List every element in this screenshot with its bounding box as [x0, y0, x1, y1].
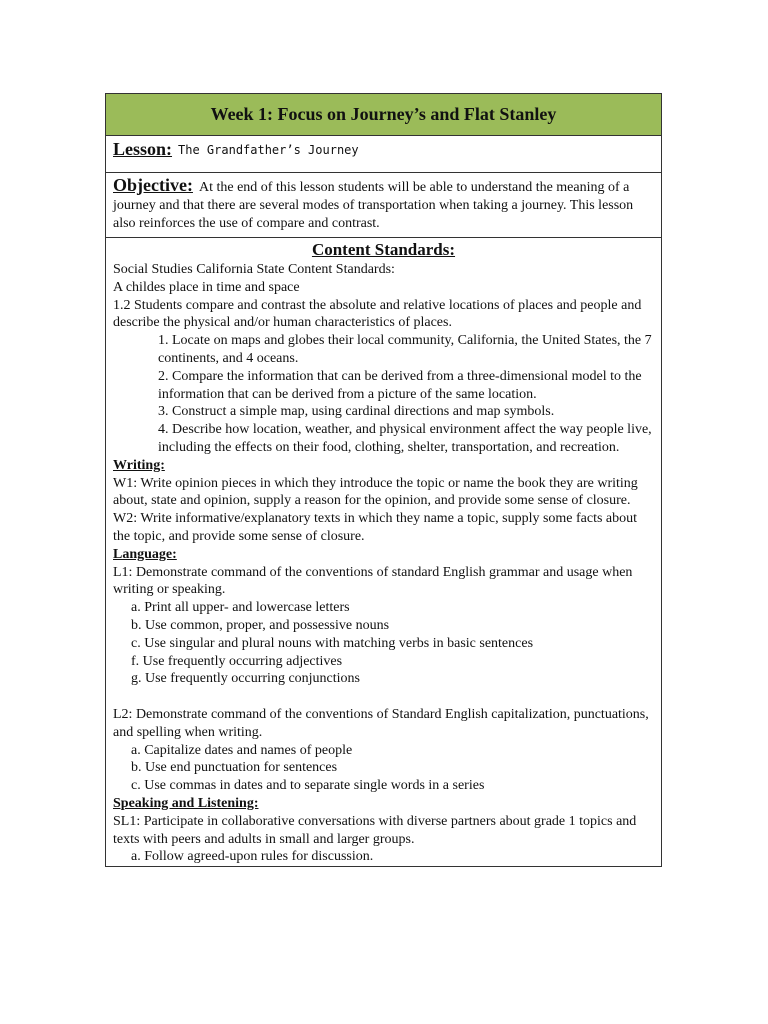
ss-standard-item: 1. Locate on maps and globes their local community, California, the United States, the 7 continents, and 4 oceans.	[158, 333, 652, 366]
language-l1-item: a. Print all upper- and lowercase letters	[131, 600, 350, 616]
language-l1-item: f. Use frequently occurring adjectives	[131, 653, 343, 669]
language-standard-l2: L2: Demonstrate command of the conventions of Standard English capitalization, punctuations, and spelling when writing.	[113, 706, 649, 740]
ss-standard-item: 4. Describe how location, weather, and physical environment affect the way people live, including the effects on their food, clothing, shelter, transportation, and recreation.	[158, 422, 652, 455]
writing-standard: W1: Write opinion pieces in which they introduce the topic or name the book they are writing about, state and opinion, supply a reason for the opinion, and provide some sense of closure.	[113, 475, 638, 509]
intro-line: 1.2 Students compare and contrast the absolute and relative locations of places and people and describe the physical and/or human characteristics of places.	[113, 297, 642, 331]
writing-heading: Writing:	[113, 457, 165, 473]
writing-standard: W2: Write informative/explanatory texts in which they name a topic, supply some facts about the topic, and provide some sense of closure.	[113, 511, 638, 544]
week-title: Week 1: Focus on Journey’s and Flat Stanley	[210, 104, 557, 124]
ss-standard-item: 3. Construct a simple map, using cardinal directions and map symbols.	[158, 404, 555, 420]
spacer	[113, 688, 654, 706]
objective-label: Objective:	[113, 175, 193, 195]
speaking-listening-heading: Speaking and Listening:	[113, 795, 259, 811]
lesson-row	[106, 136, 661, 173]
lesson-plan-table	[105, 93, 662, 867]
intro-line: A childes place in time and space	[113, 279, 300, 295]
week-title-row	[106, 94, 661, 136]
intro-line: Social Studies California State Content Standards:	[113, 262, 395, 277]
speaking-standard-sl1: SL1: Participate in collaborative conversations with diverse partners about grade 1 topics and texts with peers and adults in small and larger groups.	[113, 813, 637, 847]
language-l1-item: g. Use frequently occurring conjunctions	[131, 671, 360, 687]
objective-text: At the end of this lesson students will be able to understand the meaning of a journey and that there are several modes of transportation when taking a journey. This lesson also reinforces the use of compare and contrast.	[113, 180, 634, 231]
language-l2-item: c. Use commas in dates and to separate single words in a series	[131, 778, 485, 794]
lesson-title: The Grandfather’s Journey	[178, 143, 359, 157]
content-standards-row	[106, 239, 661, 866]
language-l1-item: c. Use singular and plural nouns with matching verbs in basic sentences	[131, 635, 534, 651]
language-heading: Language:	[113, 546, 177, 562]
objective-row	[106, 173, 661, 238]
ss-standard-item: 2. Compare the information that can be derived from a three-dimensional model to the information that can be derived from a picture of the same location.	[158, 368, 642, 402]
language-l1-item: b. Use common, proper, and possessive nouns	[131, 617, 390, 633]
lesson-label: Lesson:	[113, 139, 173, 159]
content-standards-heading: Content Standards:	[311, 240, 456, 259]
language-standard-l1: L1: Demonstrate command of the conventions of standard English grammar and usage when writing or speaking.	[113, 564, 633, 598]
speaking-sl1-item: a. Follow agreed-upon rules for discussion.	[131, 849, 374, 865]
language-l2-item: b. Use end punctuation for sentences	[131, 760, 338, 776]
language-l2-item: a. Capitalize dates and names of people	[131, 742, 353, 758]
